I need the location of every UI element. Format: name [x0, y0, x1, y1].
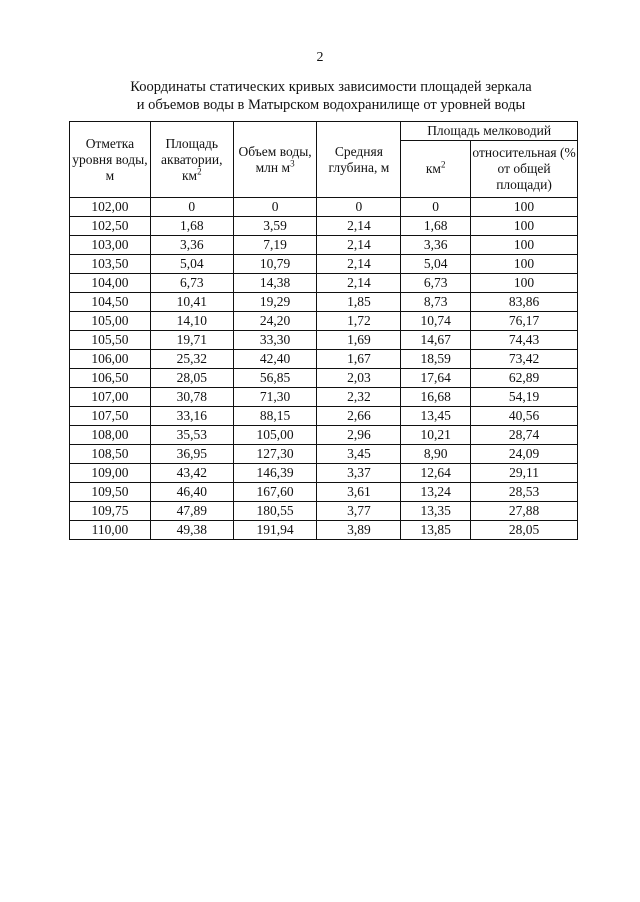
cell-water-volume: 105,00 [233, 426, 317, 445]
header-water-level-label: Отметка уровня воды, м [72, 135, 148, 183]
cell-water-level: 108,50 [70, 445, 151, 464]
cell-water-volume: 88,15 [233, 407, 317, 426]
cell-water-volume: 10,79 [233, 255, 317, 274]
table-row [70, 426, 578, 445]
table-row [70, 445, 578, 464]
table-row [70, 274, 578, 293]
cell-water-level: 106,00 [70, 350, 151, 369]
cell-water-level: 106,50 [70, 369, 151, 388]
cell-surface-area: 10,41 [150, 293, 233, 312]
cell-surface-area: 19,71 [150, 331, 233, 350]
table-row [70, 521, 578, 540]
table-row [70, 331, 578, 350]
cell-water-level: 110,00 [70, 521, 151, 540]
header-water-level [70, 122, 151, 198]
table-row [70, 407, 578, 426]
cell-average-depth: 2,14 [317, 217, 401, 236]
cell-water-volume: 0 [233, 198, 317, 217]
cell-average-depth: 2,14 [317, 255, 401, 274]
cell-surface-area: 30,78 [150, 388, 233, 407]
cell-shallow-relative: 54,19 [471, 388, 578, 407]
table-row [70, 255, 578, 274]
header-surface-area-sup: 2 [197, 166, 202, 176]
cell-surface-area: 25,32 [150, 350, 233, 369]
table-header [70, 122, 578, 198]
table-row [70, 369, 578, 388]
cell-shallow-km: 10,21 [401, 426, 471, 445]
cell-shallow-relative: 76,17 [471, 312, 578, 331]
cell-average-depth: 2,14 [317, 236, 401, 255]
cell-shallow-relative: 29,11 [471, 464, 578, 483]
cell-shallow-relative: 100 [471, 198, 578, 217]
cell-water-level: 103,00 [70, 236, 151, 255]
table-row [70, 198, 578, 217]
cell-water-volume: 33,30 [233, 331, 317, 350]
cell-average-depth: 2,14 [317, 274, 401, 293]
cell-average-depth: 3,77 [317, 502, 401, 521]
cell-water-level: 107,00 [70, 388, 151, 407]
table-row [70, 217, 578, 236]
table-body [70, 198, 578, 540]
header-shallow-relative: относительная (% от общей площади) [471, 141, 578, 198]
cell-water-level: 107,50 [70, 407, 151, 426]
cell-surface-area: 5,04 [150, 255, 233, 274]
cell-surface-area: 6,73 [150, 274, 233, 293]
cell-water-volume: 127,30 [233, 445, 317, 464]
header-surface-area-label: Площадь акватории, км [161, 135, 223, 183]
cell-shallow-km: 13,35 [401, 502, 471, 521]
cell-water-level: 109,50 [70, 483, 151, 502]
table-row [70, 502, 578, 521]
cell-shallow-relative: 28,74 [471, 426, 578, 445]
cell-shallow-km: 13,45 [401, 407, 471, 426]
cell-surface-area: 46,40 [150, 483, 233, 502]
cell-surface-area: 3,36 [150, 236, 233, 255]
cell-shallow-km: 17,64 [401, 369, 471, 388]
cell-water-volume: 167,60 [233, 483, 317, 502]
header-shallow-km [401, 141, 471, 198]
cell-shallow-km: 18,59 [401, 350, 471, 369]
cell-shallow-relative: 100 [471, 274, 578, 293]
table-row [70, 236, 578, 255]
cell-average-depth: 1,69 [317, 331, 401, 350]
cell-average-depth: 2,03 [317, 369, 401, 388]
cell-shallow-relative: 27,88 [471, 502, 578, 521]
cell-shallow-relative: 28,05 [471, 521, 578, 540]
header-shallow-km-sup: 2 [440, 159, 446, 170]
cell-average-depth: 3,37 [317, 464, 401, 483]
cell-shallow-relative: 74,43 [471, 331, 578, 350]
cell-water-volume: 71,30 [233, 388, 317, 407]
header-water-volume [233, 122, 317, 198]
cell-water-level: 108,00 [70, 426, 151, 445]
table-row [70, 312, 578, 331]
cell-shallow-km: 10,74 [401, 312, 471, 331]
cell-average-depth: 2,96 [317, 426, 401, 445]
cell-water-level: 104,00 [70, 274, 151, 293]
cell-shallow-km: 13,85 [401, 521, 471, 540]
cell-water-volume: 24,20 [233, 312, 317, 331]
cell-average-depth: 2,66 [317, 407, 401, 426]
cell-shallow-km: 14,67 [401, 331, 471, 350]
cell-shallow-relative: 73,42 [471, 350, 578, 369]
cell-shallow-km: 0 [401, 198, 471, 217]
cell-average-depth: 1,72 [317, 312, 401, 331]
header-average-depth [317, 122, 401, 198]
cell-surface-area: 35,53 [150, 426, 233, 445]
header-water-volume-sup: 3 [290, 158, 295, 168]
cell-surface-area: 49,38 [150, 521, 233, 540]
cell-water-volume: 42,40 [233, 350, 317, 369]
cell-average-depth: 2,32 [317, 388, 401, 407]
title-line-2: и объемов воды в Матырском водохранилище от уровней воды [136, 97, 526, 113]
cell-surface-area: 36,95 [150, 445, 233, 464]
cell-shallow-relative: 100 [471, 255, 578, 274]
cell-shallow-km: 1,68 [401, 217, 471, 236]
header-shallow-area-group: Площадь мелководий [401, 122, 578, 141]
cell-water-level: 109,00 [70, 464, 151, 483]
table-row [70, 388, 578, 407]
title-line-1: Координаты статических кривых зависимости площадей зеркала [130, 79, 532, 95]
cell-water-level: 105,50 [70, 331, 151, 350]
cell-shallow-relative: 83,86 [471, 293, 578, 312]
cell-water-level: 102,50 [70, 217, 151, 236]
cell-water-volume: 180,55 [233, 502, 317, 521]
header-surface-area [150, 122, 233, 198]
table-row [70, 464, 578, 483]
cell-water-level: 105,00 [70, 312, 151, 331]
cell-shallow-km: 13,24 [401, 483, 471, 502]
cell-water-volume: 56,85 [233, 369, 317, 388]
cell-shallow-km: 12,64 [401, 464, 471, 483]
cell-water-volume: 19,29 [233, 293, 317, 312]
cell-water-volume: 14,38 [233, 274, 317, 293]
cell-surface-area: 1,68 [150, 217, 233, 236]
cell-average-depth: 3,89 [317, 521, 401, 540]
cell-water-volume: 7,19 [233, 236, 317, 255]
cell-water-volume: 3,59 [233, 217, 317, 236]
header-water-volume-label: Объем воды, млн м [238, 143, 312, 175]
cell-shallow-relative: 100 [471, 236, 578, 255]
cell-water-level: 102,00 [70, 198, 151, 217]
cell-average-depth: 3,61 [317, 483, 401, 502]
table-row [70, 483, 578, 502]
cell-shallow-relative: 100 [471, 217, 578, 236]
cell-shallow-relative: 62,89 [471, 369, 578, 388]
cell-shallow-relative: 24,09 [471, 445, 578, 464]
cell-water-volume: 191,94 [233, 521, 317, 540]
cell-water-volume: 146,39 [233, 464, 317, 483]
cell-shallow-km: 8,73 [401, 293, 471, 312]
page-number: 2 [316, 50, 324, 65]
table-row [70, 293, 578, 312]
cell-average-depth: 1,67 [317, 350, 401, 369]
cell-surface-area: 43,42 [150, 464, 233, 483]
cell-surface-area: 33,16 [150, 407, 233, 426]
header-shallow-km-label: км [425, 161, 441, 176]
cell-average-depth: 0 [317, 198, 401, 217]
cell-surface-area: 14,10 [150, 312, 233, 331]
cell-shallow-km: 5,04 [401, 255, 471, 274]
cell-surface-area: 0 [150, 198, 233, 217]
cell-shallow-relative: 28,53 [471, 483, 578, 502]
cell-average-depth: 3,45 [317, 445, 401, 464]
cell-surface-area: 28,05 [150, 369, 233, 388]
cell-water-level: 109,75 [70, 502, 151, 521]
document-title [40, 78, 622, 114]
table-row [70, 350, 578, 369]
reservoir-data-table [69, 121, 578, 540]
cell-surface-area: 47,89 [150, 502, 233, 521]
cell-shallow-km: 8,90 [401, 445, 471, 464]
cell-water-level: 103,50 [70, 255, 151, 274]
cell-shallow-km: 3,36 [401, 236, 471, 255]
header-average-depth-label: Средняя глубина, м [328, 143, 390, 175]
cell-shallow-km: 6,73 [401, 274, 471, 293]
cell-shallow-km: 16,68 [401, 388, 471, 407]
cell-water-level: 104,50 [70, 293, 151, 312]
cell-average-depth: 1,85 [317, 293, 401, 312]
cell-shallow-relative: 40,56 [471, 407, 578, 426]
